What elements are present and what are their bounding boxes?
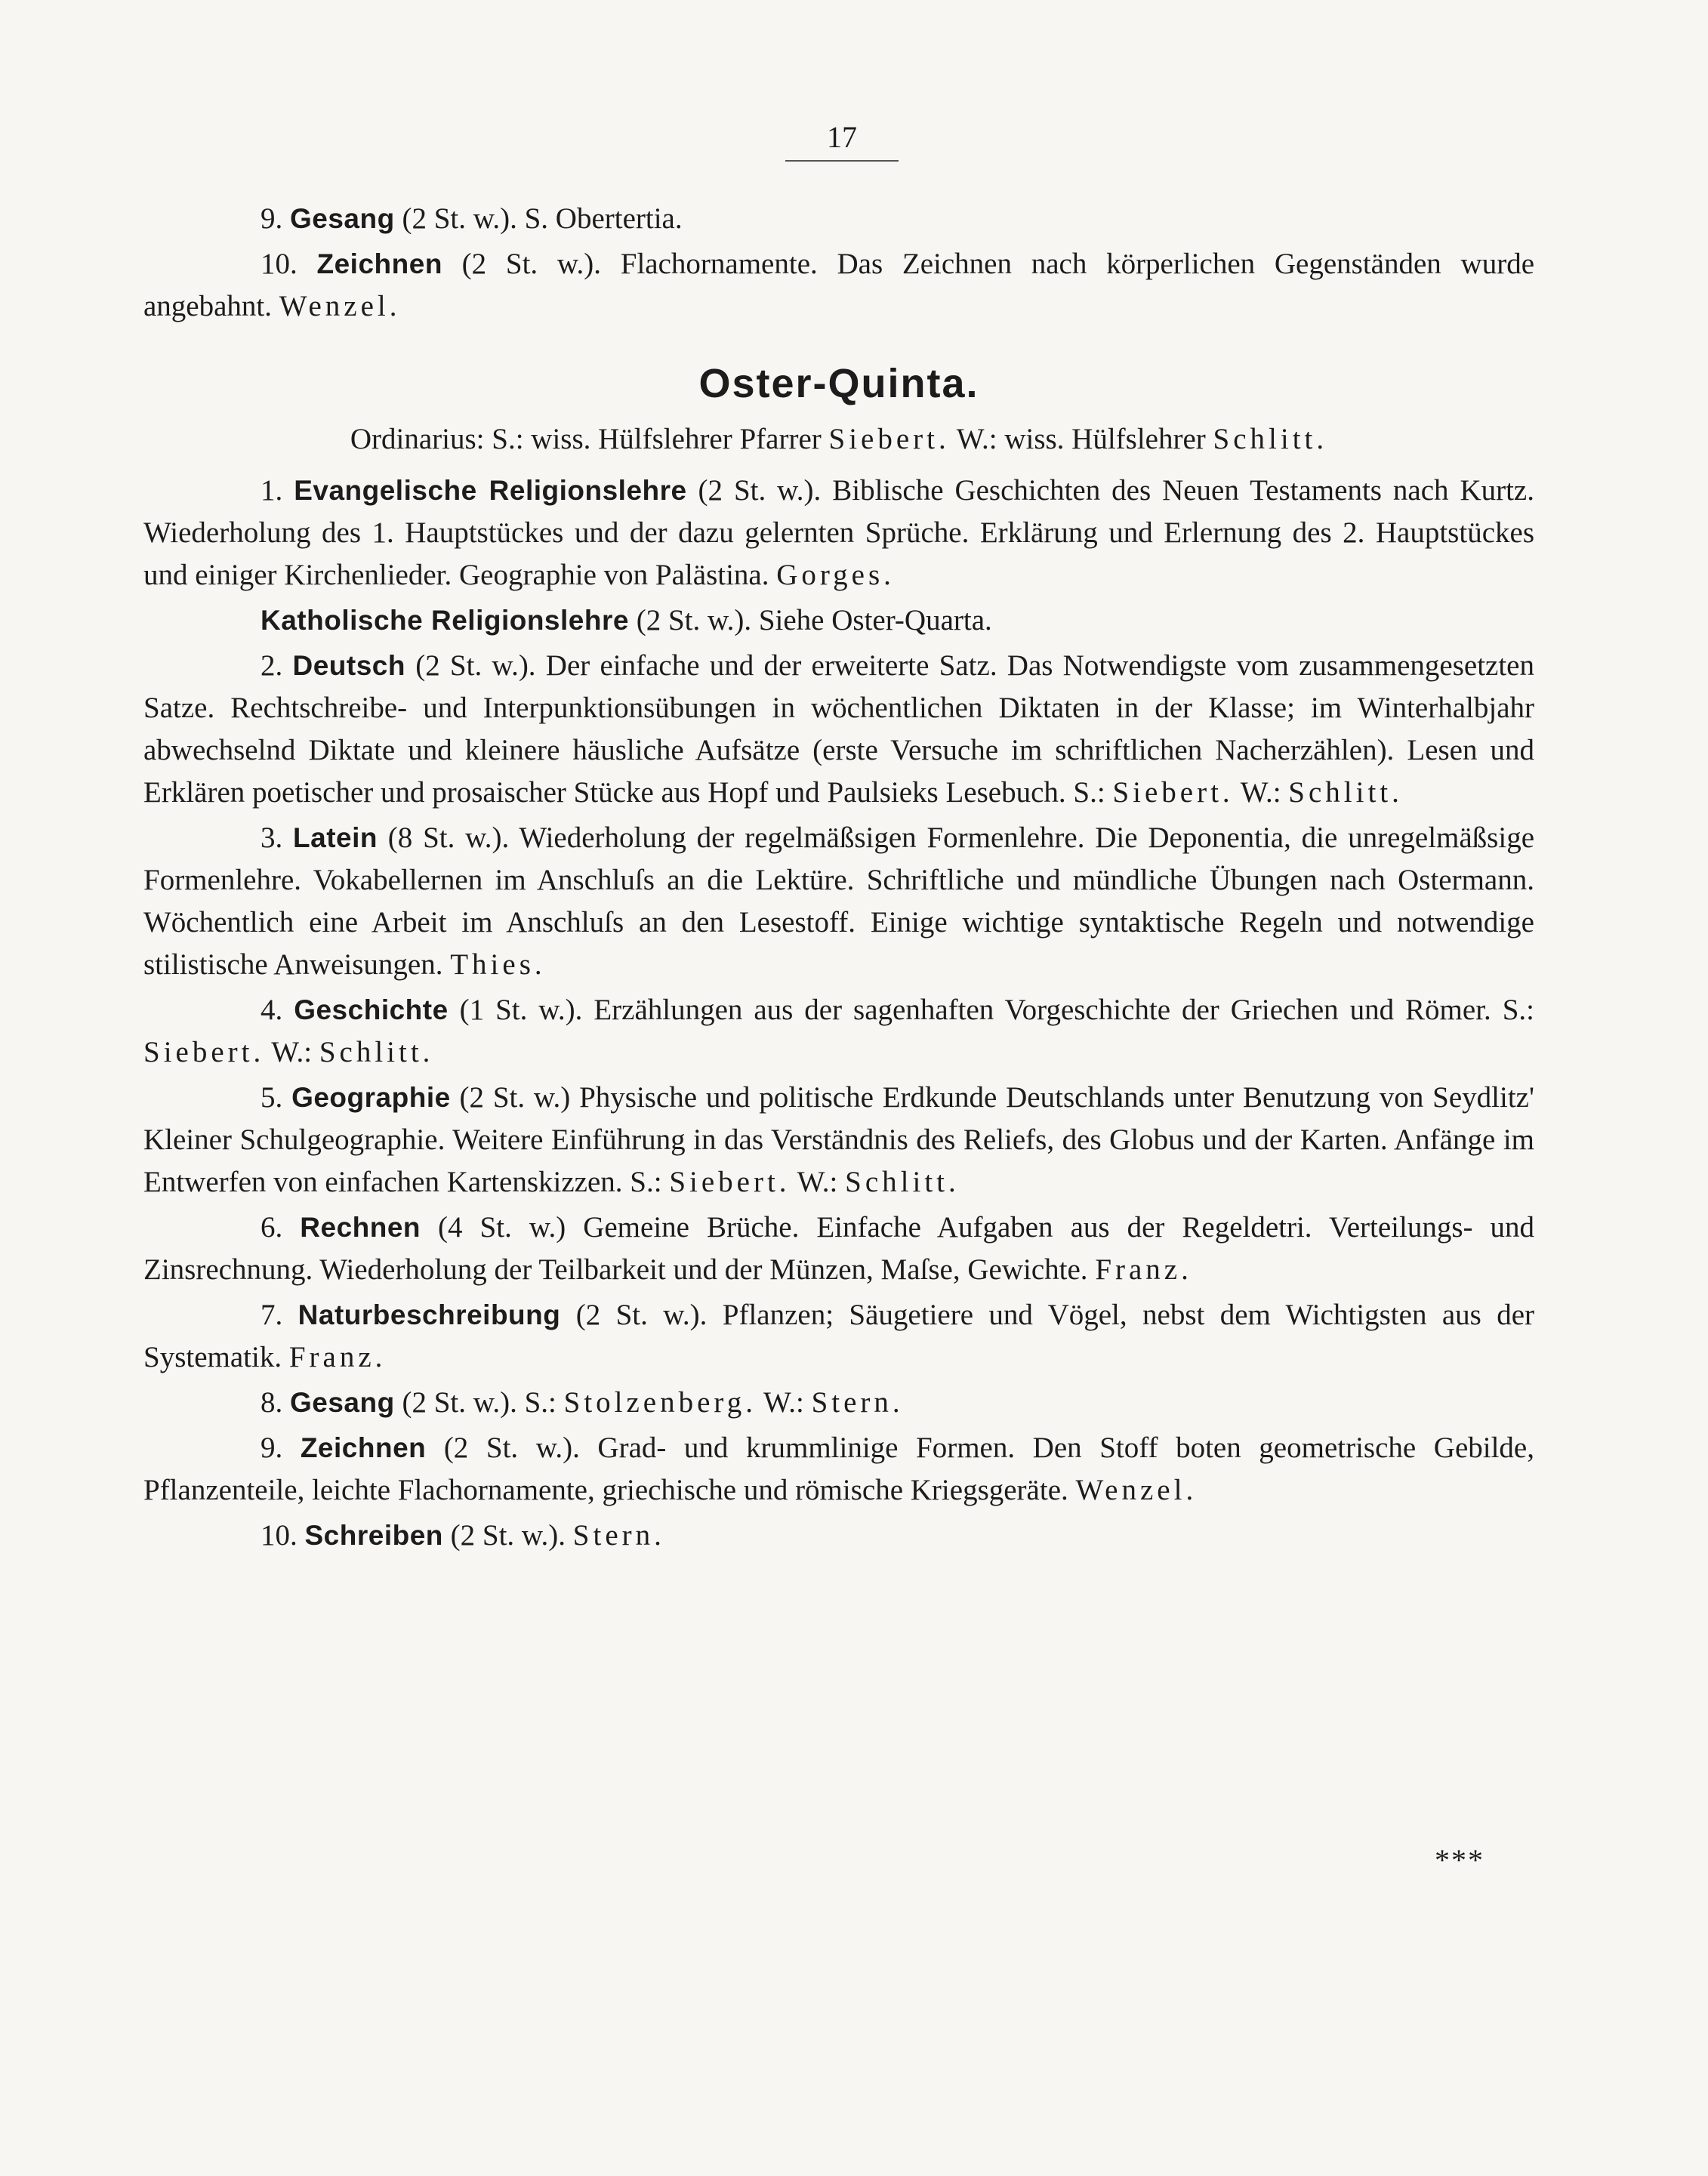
item-number: 7. xyxy=(261,1299,283,1331)
teacher-name: Wenzel. xyxy=(279,290,401,322)
item-text: (8 St. w.). Wiederholung der regelmäßsigen Formenlehre. Die Deponentia, die unregelmäßsige Formenlehre. Vokabellernen im Anschluſs an die Lektüre. Schriftliche und mündliche Übungen nach Ostermann. Wöchentlich eine Arbeit im Anschluſs an den Lesestoff. Einige wichtige syntaktische Regeln und notwendige stilistische Anweisungen. xyxy=(143,821,1535,981)
item-text: (2 St. w.). Grad- und krummlinige Formen. Den Stoff boten geometrische Gebilde, Pflanzenteile, leichte Flachornamente, griechische und römische Kriegsgeräte. xyxy=(143,1432,1534,1506)
teacher-name: Schlitt. xyxy=(319,1036,434,1068)
item-text: (2 St. w.). Siehe Oster-Quarta. xyxy=(628,604,992,636)
teacher-name: Schlitt. xyxy=(1288,776,1403,809)
section-heading: Oster-Quinta. xyxy=(698,361,979,406)
item-number: 6. xyxy=(261,1211,283,1244)
item-paragraph xyxy=(143,1294,1534,1379)
page-number: 17 xyxy=(785,121,899,162)
item-paragraph xyxy=(143,645,1534,814)
item-subject: Zeichnen xyxy=(300,1432,427,1463)
item-paragraph xyxy=(143,1077,1534,1204)
item-paragraph xyxy=(143,989,1534,1074)
teacher-name: Stern. xyxy=(572,1519,665,1552)
item-number: 10. xyxy=(261,248,298,280)
item-text: W.: xyxy=(264,1036,319,1068)
item-subject: Evangelische Religionslehre xyxy=(294,475,687,506)
teacher-name: Siebert. xyxy=(828,423,950,455)
teacher-name: Wenzel. xyxy=(1075,1474,1198,1506)
teacher-name: Franz. xyxy=(1095,1253,1192,1286)
item-subject: Latein xyxy=(293,822,378,853)
item-subject: Deutsch xyxy=(292,650,405,681)
item-subject: Naturbeschreibung xyxy=(298,1299,561,1330)
teacher-name: Siebert. xyxy=(1112,776,1234,809)
item-number: 5. xyxy=(261,1081,283,1114)
teacher-name: Schlitt. xyxy=(845,1166,960,1198)
ordinarius-line xyxy=(143,418,1534,461)
item-number: 9. xyxy=(261,1432,283,1464)
item-text: (2 St. w.). S. Obertertia. xyxy=(394,202,683,235)
teacher-name: Thies. xyxy=(450,948,546,981)
item-text: (1 St. w.). Erzählungen aus der sagenhaften Vorgeschichte der Griechen und Römer. S.: xyxy=(448,994,1534,1026)
item-paragraph xyxy=(143,1515,1534,1557)
ordinarius-label: Ordinarius: S.: wiss. Hülfslehrer Pfarrer xyxy=(350,423,829,455)
item-subject: Rechnen xyxy=(300,1212,421,1243)
item-number: 9. xyxy=(261,202,283,235)
teacher-name: Stern. xyxy=(811,1386,904,1419)
item-subject: Katholische Religionslehre xyxy=(261,605,629,636)
teacher-name: Siebert. xyxy=(669,1166,791,1198)
item-text: (2 St. w.) Physische und politische Erdkunde Deutschlands unter Benutzung von Seydlitz' Kleiner Schulgeographie. Weitere Einführung in das Verständnis des Reliefs, des Globus und der Karten. Anfänge im Entwerfen von einfachen Kartenskizzen. S.: xyxy=(143,1081,1534,1198)
item-text: W.: xyxy=(1233,776,1289,809)
item-subject: Gesang xyxy=(290,1387,395,1418)
item-subject: Zeichnen xyxy=(316,248,442,279)
item-paragraph xyxy=(143,470,1534,596)
item-text: (2 St. w.). Pflanzen; Säugetiere und Vögel, nebst dem Wichtigsten aus der Systematik. xyxy=(143,1299,1535,1373)
item-subject: Geschichte xyxy=(294,994,449,1025)
teacher-name: Gorges. xyxy=(776,559,895,591)
item-subject: Gesang xyxy=(290,203,395,234)
item-paragraph xyxy=(143,1207,1534,1291)
item-subject: Schreiben xyxy=(304,1520,443,1551)
item-text: (2 St. w.). Biblische Geschichten des Neuen Testaments nach Kurtz. Wiederholung des 1. Hauptstückes und der dazu gelernten Sprüche. Erklärung und Erlernung des 2. Hauptstückes und einiger Kirchenlieder. Geographie von Palästina. xyxy=(143,474,1534,591)
teacher-name: Stolzenberg. xyxy=(563,1386,757,1419)
item-paragraph xyxy=(143,243,1534,328)
item-paragraph xyxy=(143,198,1534,240)
item-number: 10. xyxy=(261,1519,298,1552)
teacher-name: Schlitt. xyxy=(1213,423,1328,455)
item-paragraph xyxy=(143,1382,1534,1424)
item-text: (2 St. w.). xyxy=(442,1519,573,1552)
closing-asterisks: *** xyxy=(1435,1843,1484,1877)
item-paragraph xyxy=(143,599,1534,642)
teacher-name: Siebert. xyxy=(143,1036,265,1068)
item-text: W.: xyxy=(756,1386,812,1419)
item-paragraph xyxy=(143,817,1534,986)
item-subject: Geographie xyxy=(291,1082,451,1113)
item-number: 4. xyxy=(261,994,283,1026)
item-number: 3. xyxy=(261,821,283,854)
item-paragraph xyxy=(143,1427,1534,1512)
item-text: (2 St. w.). S.: xyxy=(394,1386,564,1419)
item-text: (2 St. w.). Der einfache und der erweiterte Satz. Das Notwendigste vom zusammengesetzten Satze. Rechtschreibe- und Interpunktionsübungen in wöchentlichen Diktaten in der Klasse; im Winterhalbjahr abwechselnd Diktate und kleinere häusliche Aufsätze (erste Versuche im schriftlichen Nacherzählen). Lesen und Erklären poetischer und prosaischer Stücke aus Hopf und Paulsieks Lesebuch. S.: xyxy=(143,649,1534,809)
teacher-name: Franz. xyxy=(288,1341,387,1373)
item-number: 1. xyxy=(261,474,283,507)
item-text: W.: xyxy=(790,1166,846,1198)
item-text: (2 St. w.). Flachornamente. Das Zeichnen nach körperlichen Gegenständen wurde angebahnt. xyxy=(143,248,1535,322)
item-text: (4 St. w.) Gemeine Brüche. Einfache Aufgaben aus der Regeldetri. Verteilungs- und Zinsrechnung. Wiederholung der Teilbarkeit und der Münzen, Maſse, Gewichte. xyxy=(143,1211,1534,1286)
ordinarius-w-label: W.: wiss. Hülfslehrer xyxy=(949,423,1213,455)
page-content xyxy=(143,198,1534,1560)
item-number: 8. xyxy=(261,1386,283,1419)
item-number: 2. xyxy=(261,649,283,682)
